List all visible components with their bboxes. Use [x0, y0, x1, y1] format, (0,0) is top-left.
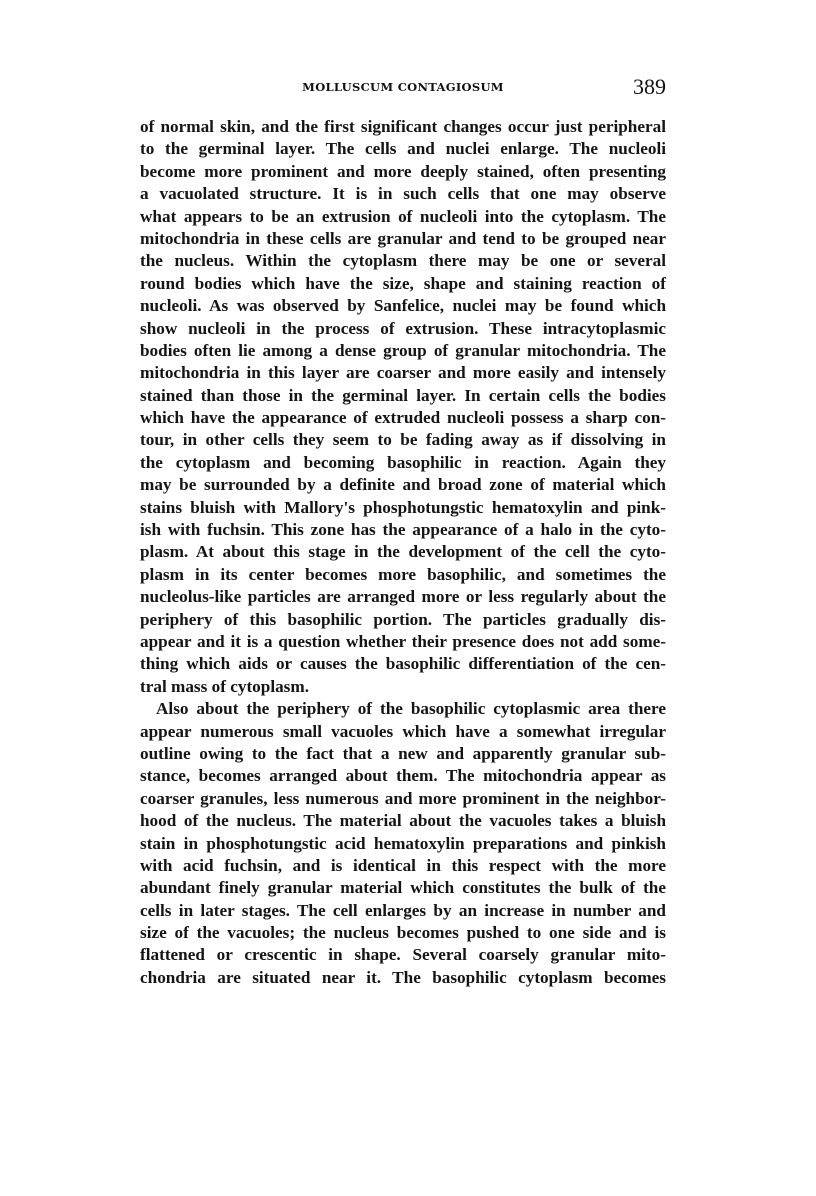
text-line: thing which aids or causes the basophilic differentiation of the cen-: [140, 654, 666, 674]
text-line: bodies often lie among a dense group of granular mitochondria. The: [140, 340, 666, 360]
text-line: stance, becomes arranged about them. The mitochondria appear as: [140, 766, 666, 786]
text-line: plasm in its center becomes more basophilic, and sometimes the: [140, 564, 666, 584]
text-line: outline owing to the fact that a new and apparently granular sub-: [140, 743, 666, 763]
text-line: plasm. At about this stage in the development of the cell the cyto-: [140, 542, 666, 562]
paragraph-1: [140, 116, 666, 698]
text-line: the cytoplasm and becoming basophilic in reaction. Again they: [140, 452, 666, 472]
text-line: show nucleoli in the process of extrusion. These intracytoplasmic: [140, 318, 666, 338]
text-line: tour, in other cells they seem to be fading away as if dissolving in: [140, 430, 666, 450]
text-line: become more prominent and more deeply stained, often presenting: [140, 161, 666, 181]
text-line: what appears to be an extrusion of nucleoli into the cytoplasm. The: [140, 206, 666, 226]
text-line: tral mass of cytoplasm.: [140, 676, 309, 696]
text-line: round bodies which have the size, shape and staining reaction of: [140, 273, 666, 293]
text-line: nucleoli. As was observed by Sanfelice, nuclei may be found which: [140, 296, 666, 316]
text-line: periphery of this basophilic portion. The particles gradually dis-: [140, 609, 666, 629]
text-line: with acid fuchsin, and is identical in this respect with the more: [140, 855, 666, 875]
text-line: stain in phosphotungstic acid hematoxylin preparations and pinkish: [140, 833, 666, 853]
text-line: mitochondria in this layer are coarser and more easily and intensely: [140, 363, 666, 383]
text-line: which have the appearance of extruded nucleoli possess a sharp con-: [140, 408, 666, 428]
text-line: Also about the periphery of the basophilic cytoplasmic area there: [156, 699, 666, 719]
text-line: flattened or crescentic in shape. Several coarsely granular mito-: [140, 945, 666, 965]
text-line: to the germinal layer. The cells and nuclei enlarge. The nucleoli: [140, 139, 666, 159]
paragraph-2: [140, 698, 666, 989]
text-line: ish with fuchsin. This zone has the appearance of a halo in the cyto-: [140, 520, 666, 540]
text-line: chondria are situated near it. The basophilic cytoplasm becomes: [140, 967, 666, 987]
running-head: [140, 72, 666, 102]
text-line: cells in later stages. The cell enlarges by an increase in number and: [140, 900, 666, 920]
text-line: mitochondria in these cells are granular and tend to be grouped near: [140, 228, 666, 248]
text-line: stained than those in the germinal layer. In certain cells the bodies: [140, 385, 666, 405]
text-line: size of the vacuoles; the nucleus becomes pushed to one side and is: [140, 923, 666, 943]
text-line: abundant finely granular material which constitutes the bulk of the: [140, 878, 666, 898]
body-text: [140, 116, 666, 989]
text-line: nucleolus-like particles are arranged more or less regularly about the: [140, 587, 666, 607]
text-line: may be surrounded by a definite and broad zone of material which: [140, 475, 666, 495]
text-line: appear and it is a question whether their presence does not add some-: [140, 631, 666, 651]
text-line: of normal skin, and the first significant changes occur just peripheral: [140, 117, 666, 136]
text-line: stains bluish with Mallory's phosphotungstic hematoxylin and pink-: [140, 497, 666, 517]
page-number: 389: [633, 74, 666, 99]
running-title: MOLLUSCUM CONTAGIOSUM: [302, 80, 504, 94]
text-line: the nucleus. Within the cytoplasm there may be one or several: [140, 251, 666, 271]
text-line: coarser granules, less numerous and more prominent in the neighbor-: [140, 788, 666, 808]
text-line: a vacuolated structure. It is in such cells that one may observe: [140, 184, 666, 204]
text-line: hood of the nucleus. The material about the vacuoles takes a bluish: [140, 811, 666, 831]
text-line: appear numerous small vacuoles which have a somewhat irregular: [140, 721, 666, 741]
